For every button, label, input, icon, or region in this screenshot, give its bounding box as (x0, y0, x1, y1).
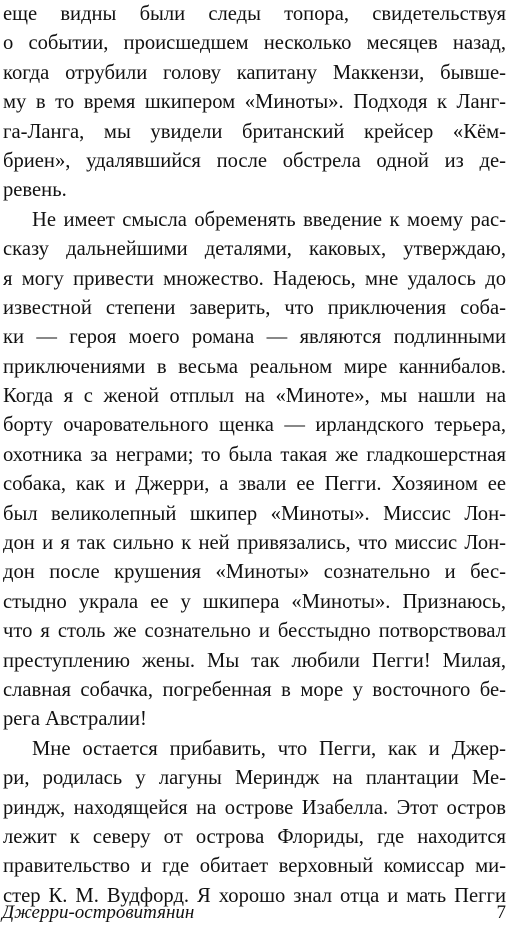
paragraph-start-line: Мне остается прибавить, что Пегги, как и Джер- (32, 737, 506, 760)
running-title: Джерри-островитянин (2, 902, 195, 923)
text-line: ки — героя моего романа — являются подлинными (3, 326, 506, 349)
text-line: риндж, находящейся на острове Изабелла. Этот остров (3, 796, 506, 819)
body-text (3, 0, 506, 911)
text-line: преступлению жены. Мы так любили Пегги! Милая, (3, 649, 506, 672)
paragraph-start-line: Не имеет смысла обременять введение к моему рас- (32, 208, 506, 231)
text-line: бриен», удалявшийся после обстрела одной из де- (3, 149, 506, 172)
text-line: собака, как и Джерри, а звали ее Пегги. Хозяином ее (3, 473, 506, 496)
text-line: стер К. М. Вудфорд. Я хорошо знал отца и мать Пегги (3, 884, 506, 907)
text-line: что я столь же сознательно и бесстыдно потворствовал (3, 620, 506, 643)
text-line: сказу дальнейшими деталями, каковых, утверждаю, (3, 238, 506, 261)
text-line: я могу привести множество. Надеюсь, мне удалось до (3, 267, 506, 290)
text-line: известной степени заверить, что приключения соба- (3, 296, 506, 319)
page-footer (2, 900, 506, 926)
page-number: 7 (496, 902, 506, 923)
text-line: о событии, происшедшем несколько месяцев назад, (3, 32, 506, 55)
text-line: рега Австралии! (3, 708, 147, 731)
text-line: му в то время шкипером «Миноты». Подходя к Ланг- (3, 91, 506, 114)
text-line: Когда я с женой отплыл на «Миноте», мы нашли на (3, 385, 506, 408)
text-line: когда отрубили голову капитану Маккензи, бывше- (3, 61, 506, 84)
text-line: га-Ланга, мы увидели британский крейсер «Кём- (3, 120, 506, 143)
text-line: правительство и где обитает верховный комиссар ми- (3, 855, 506, 878)
text-line: дон после крушения «Миноты» сознательно и бес- (3, 561, 506, 584)
text-line: охотника за неграми; то была такая же гладкошерстная (3, 443, 506, 466)
text-line: славная собачка, погребенная в море у восточного бе- (3, 678, 506, 701)
text-line: лежит к северу от острова Флориды, где находится (3, 825, 506, 848)
text-line: еще видны были следы топора, свидетельствуя (3, 3, 506, 25)
text-line: дон и я так сильно к ней привязались, что миссис Лон- (3, 532, 506, 555)
text-line: был великолепный шкипер «Миноты». Миссис Лон- (3, 502, 506, 525)
text-line: стыдно украла ее у шкипера «Миноты». Признаюсь, (3, 590, 506, 613)
text-line: ри, родилась у лагуны Мериндж на плантации Ме- (3, 767, 506, 790)
text-line: ревень. (3, 179, 67, 202)
text-line: приключениями в весьма реальном мире каннибалов. (3, 355, 506, 378)
text-line: борту очаровательного щенка — ирландского терьера, (3, 414, 506, 437)
